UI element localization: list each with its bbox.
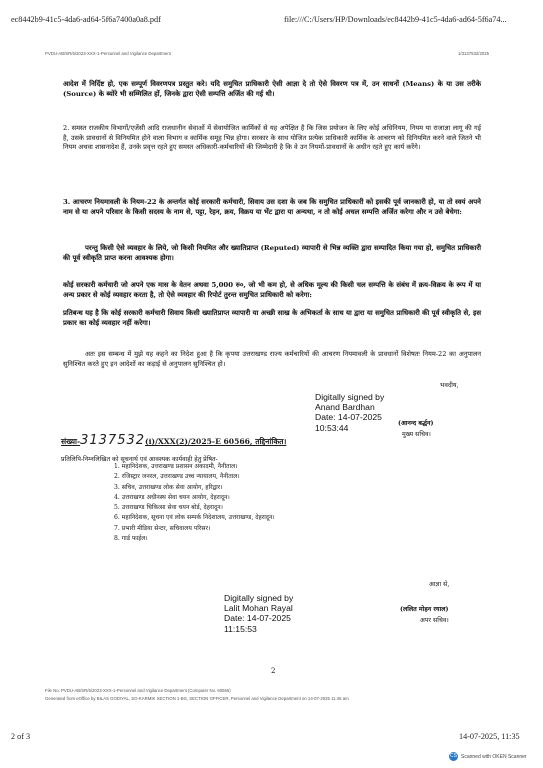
pdf-filepath: file:///C:/Users/HP/Downloads/ec8442b9-41c5-4da6-ad64-5f6a74... bbox=[284, 15, 507, 24]
paragraph-4: परन्तु किसी ऐसे व्यवहार के लिये, जो किसी नियमित और ख्यातिप्राप्त (Reputed) व्यापारी से भिन्न व्यक्ति द्वारा सम्पादित किया गया हो, समुचित प्राधिकारी की पूर्व स्वीकृति प्राप्त करना आवश्यक होगा। bbox=[63, 244, 481, 262]
reference-rest: (i)/XXX(2)/2025-E 60566, तद्दिनांकित। bbox=[145, 437, 287, 446]
paragraph-6: प्रतिबन्ध यह है कि कोई सरकारी कर्मचारी सिवाय किसी ख्यातिप्राप्त व्यापारी या अच्छी साख के अभिकर्ता के साथ या द्वारा या समुचित प्राधिकारी की पूर्व स्वीकृति से, इस प्रकार का कोई व्यवहार नहीं करेगा। bbox=[63, 309, 481, 327]
footer-file-line: File No. PVDU-AB/SR/6/2023-XXX-1-Personnel and Vigilance Department (Computer No. 60566) bbox=[45, 688, 231, 693]
list-item: 6. महानिदेशक, सूचना एवं लोक सम्पर्क निदेशालय, उत्तराखण्ड, देहरादून। bbox=[114, 514, 275, 522]
list-item: 2. रजिस्ट्रार जनरल, उत्तराखण्ड उच्च न्यायालय, नैनीताल। bbox=[114, 473, 240, 481]
signatory-name-1: (आनन्द बर्द्धन) bbox=[398, 420, 434, 427]
copy-to-intro: प्रतिलिपि-निम्नलिखित को सूचनार्थ एवं आवश्यक कार्यवाही हेतु प्रेषित- bbox=[61, 456, 218, 463]
reference-label: संख्या- bbox=[61, 437, 81, 446]
reference-number-handwritten: 3137532 bbox=[80, 433, 146, 448]
scanner-label: Scanned with OKEN Scanner bbox=[461, 753, 527, 760]
list-item: 4. उत्तराखण्ड अधीनस्थ सेवा चयन आयोग, देहरादून। bbox=[114, 493, 230, 501]
paragraph-2: 2. समस्त राजकीय विभागों/एजेंसी आदि राजधानीन सेवाओं में सेवायोजित कार्मिकों से यह अपेक्षित है कि जिस प्रयोजन के लिए कोई अधिनियम, नियम या राजाज्ञा लागू की गई है, उसके प्रावधानों से विनियमित होने वाला विभाग व कार्मिक समूह भिन्न होगा। सरकार के साथ योजित प्रत्येक प्राधिकारी कार्मिक के आचरण को दिनियमित करने वाले जितने भी नियम अथवा शासनादेश हैं, उनके प्रवृत्त रहते हुए समस्त अधिकारी-कर्मचारियों की जिम्मेदारी है कि वे उन नियमों-प्रावधानों के अधीन रहते हुए कार्य करेंगे। bbox=[63, 124, 481, 152]
signatory-name-2: (ललित मोहन रयाल) bbox=[400, 606, 449, 613]
pdf-filename: ec8442b9-41c5-4da6-ad64-5f6a7400a0a8.pdf bbox=[11, 15, 161, 24]
list-item: 8. गार्ड फाईल। bbox=[114, 535, 148, 543]
paragraph-3: 3. आचरण नियमावली के नियम-22 के अन्तर्गत कोई सरकारी कर्मचारी, सिवाय उस दशा के जब कि समुचित प्राधिकारी को इसकी पूर्व जानकारी हो, या तो स्वयं अपने नाम से या अपने परिवार के किसी सदस्य के नाम से, पट्टा, रेहन, क्रय, विक्रय या भेंट द्वारा या अन्यथा, न तो कोई अचल सम्पत्ति अर्जित करेगा और न उसे बेचेगा: bbox=[63, 198, 481, 216]
document-number: 1/3137532/2025 bbox=[458, 51, 490, 56]
signatory-title-2: अपर सचिव। bbox=[420, 617, 449, 624]
page-number: 2 bbox=[271, 667, 276, 675]
scanner-watermark bbox=[449, 752, 527, 761]
paragraph-7: अतः इस सम्बन्ध में मुझे यह कहने का निदेश हुआ है कि कृपया उत्तराखण्ड राज्य कर्मचारियों की आचरण नियमावली के प्रावधानों विशेषतः नियम-22 का अनुपालन सुनिश्चित करते हुए इन आदेशों का कड़ाई से अनुपालन सुनिश्चित हो। bbox=[63, 350, 481, 368]
footer-generated-line: Generated from eOffice by BILAS GODIYAL, SO-KARMIK SECTION 1-BG, SECTION OFFICER, Personnel and Vigilance Department on 14-07-2025 11:45 am bbox=[45, 696, 349, 701]
page-count: 2 of 3 bbox=[11, 732, 31, 741]
paragraph-5: कोई सरकारी कर्मचारी जो अपने एक मास के वेतन अथवा 5,000 रु०, जो भी कम हो, से अधिक मूल्य की किसी चल सम्पत्ति के संबंध में क्रय-विक्रय के रूप में या अन्य प्रकार से कोई व्यवहार करता है, तो ऐसे व्यवहार की रिपोर्ट तुरन्त समुचित प्राधिकारी को करेगा: bbox=[63, 281, 481, 299]
copy-to-list bbox=[114, 462, 275, 544]
signatory-title-1: मुख्य सचिव। bbox=[402, 431, 431, 438]
paragraph-1: आदेश में निर्दिष्ट हो, एक सम्पूर्ण विवरणपत्र प्रस्तुत करे। यदि समुचित प्राधिकारी ऐसी आज्ञा दे तो ऐसे विवरण पत्र में, उन साधनों (Means) के या उस तरीके (Source) के ब्योरे भी सम्मिलित हों, जिनके द्वारा ऐसी सम्पत्ति अर्जित की गई थी। bbox=[63, 80, 481, 98]
print-datetime: 14-07-2025, 11:35 bbox=[459, 732, 520, 741]
document-file-reference: PVDU-AB/SR/6/2023-XXX-1-Personnel and Vigilance Department bbox=[45, 51, 171, 56]
reference-line bbox=[61, 433, 286, 448]
list-item: 7. प्रभारी मीडिया सेन्टर, सचिवालय परिसर। bbox=[114, 524, 211, 532]
digital-signature-2: Digitally signed by Lalit Mohan Rayal Date: 14-07-2025 11:15:53 bbox=[224, 593, 294, 634]
list-item: 3. सचिव, उत्तराखण्ड लोक सेवा आयोग, हरिद्वार। bbox=[114, 483, 223, 491]
yours-faithfully: भवदीय, bbox=[440, 382, 459, 389]
list-item: 5. उत्तराखण्ड चिकित्सा सेवा चयन बोर्ड, देहरादून। bbox=[114, 504, 223, 512]
scanner-logo-icon: CS bbox=[450, 753, 457, 759]
digital-signature-1: Digitally signed by Anand Bardhan Date: 14-07-2025 10:53:44 bbox=[315, 392, 385, 433]
list-item: 1. महानिदेशक, उत्तराखण्ड प्रशासन अकादमी, नैनीताल। bbox=[114, 463, 238, 470]
by-order: आज्ञा से, bbox=[429, 581, 450, 588]
